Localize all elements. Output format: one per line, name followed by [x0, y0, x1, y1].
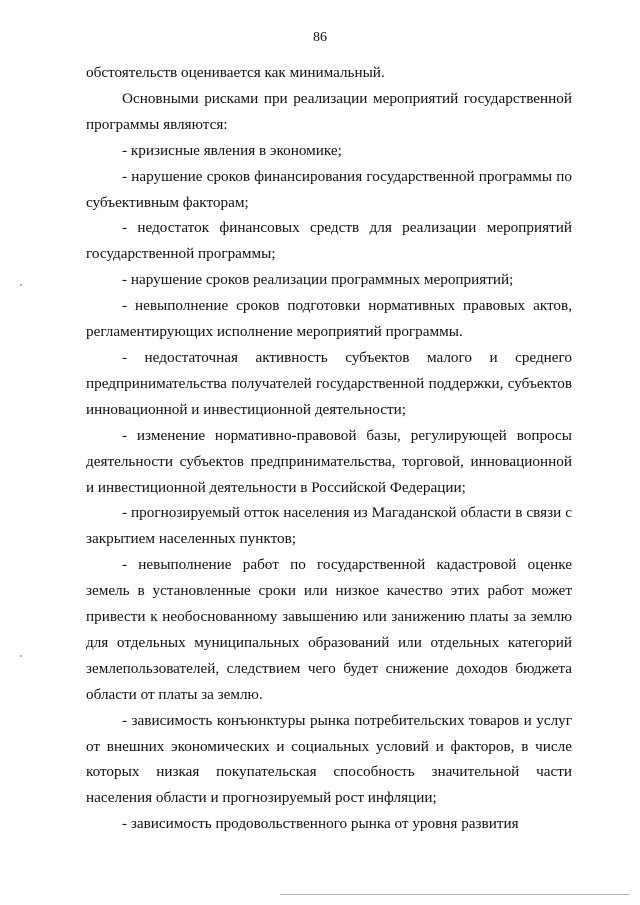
scan-speck — [20, 284, 22, 286]
list-item-economic-crisis: - кризисные явления в экономике; — [122, 141, 342, 159]
list-item-implementation-delays: - нарушение сроков реализации программных мероприятий; — [122, 271, 514, 289]
bottom-edge-line — [280, 894, 630, 895]
list-item-cadastral-valuation: - невыполнение работ по государственной кадастровой оценке земель в установленные сроки или низкое качество этих работ может привести к необоснованному завышению или занижению платы за землю для отдельных муниципальных образований или отдельных категорий землепользователей, следствием чего будет снижение доходов бюджета области от платы за землю. — [86, 556, 572, 703]
list-item-lack-of-funds: - недостаток финансовых средств для реализации мероприятий государственной программы; — [86, 219, 572, 263]
list-item-low-business-activity: - недостаточная активность субъектов малого и среднего предпринимательства получателей государственной поддержки, субъектов инновационной и инвестиционной деятельности; — [86, 348, 572, 418]
list-item-financing-delays: - нарушение сроков финансирования государственной программы по субъективным факторам; — [86, 167, 572, 211]
paragraph-continuation: обстоятельств оценивается как минимальный. — [86, 64, 385, 81]
scan-speck — [20, 655, 22, 657]
list-item-population-outflow: - прогнозируемый отток населения из Магаданской области в связи с закрытием населенных пунктов; — [86, 504, 572, 548]
list-item-regulatory-changes: - изменение нормативно-правовой базы, регулирующей вопросы деятельности субъектов предпринимательства, торговой, инновационной и инвестиционной деятельности в Российской Федерации; — [86, 426, 572, 496]
paragraph-risks-intro: Основными рисками при реализации мероприятий государственной программы являются: — [86, 89, 572, 133]
document-body — [86, 60, 572, 837]
list-item-consumer-market-dependency: - зависимость конъюнктуры рынка потребительских товаров и услуг от внешних экономических и социальных условий и факторов, в числе которых низкая покупательская способность значительной части населения области и прогнозируемый рост инфляции; — [86, 711, 572, 807]
list-item-food-market-dependency: - зависимость продовольственного рынка от уровня развития — [122, 815, 519, 833]
list-item-legal-acts-delays: - невыполнение сроков подготовки нормативных правовых актов, регламентирующих исполнение мероприятий программы. — [86, 297, 572, 341]
page-number: 86 — [313, 30, 327, 45]
